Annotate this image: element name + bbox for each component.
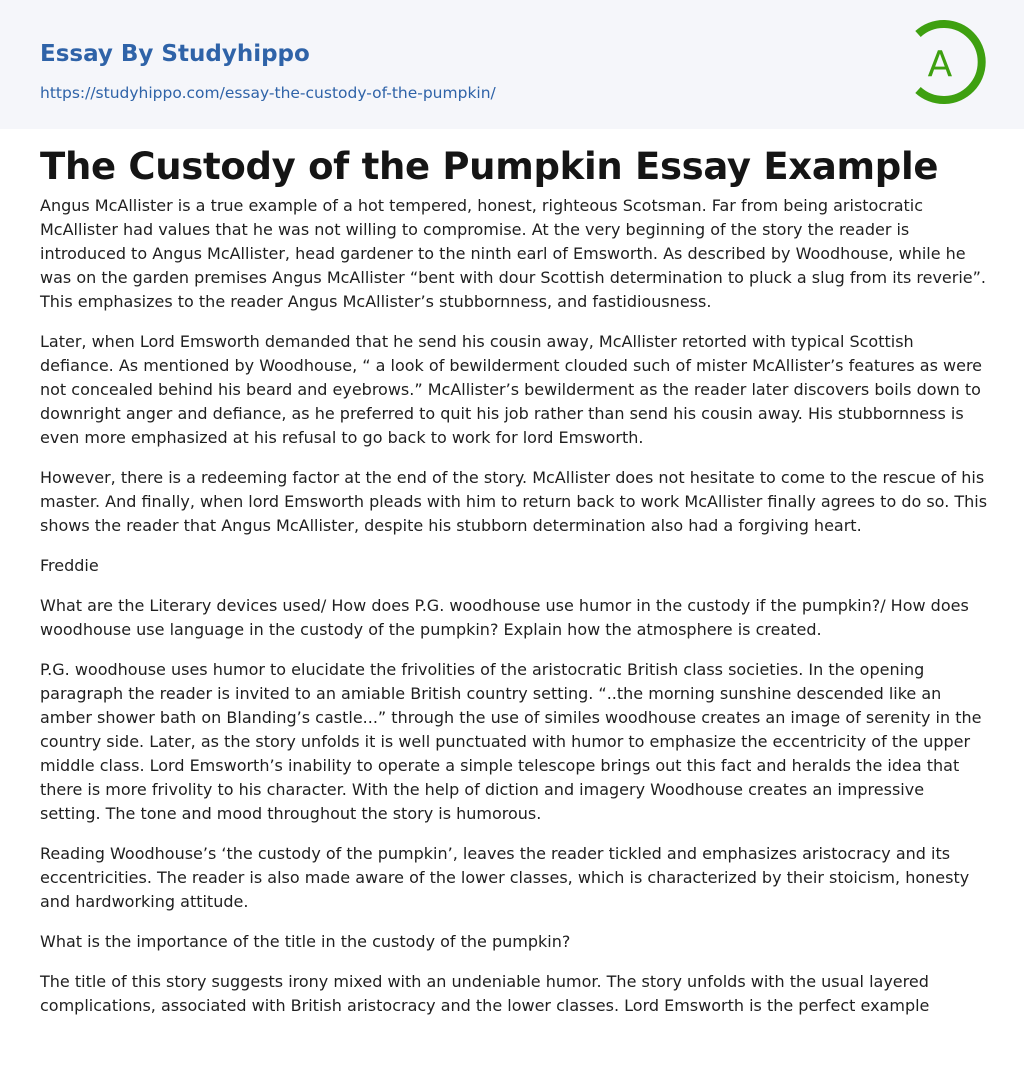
paragraph: Later, when Lord Emsworth demanded that he send his cousin away, McAllister retorted with typical Scottish defiance. As mentioned by Woodhouse, “ a look of bewilderment clouded such of mister McAllister’s features as were not concealed behind his beard and eyebrows.” McAllister’s bewilderment as the reader later discovers boils down to downright anger and defiance, as he preferred to quit his job rather than send his cousin away. His stubbornness is even more emphasized at his refusal to go back to work for lord Emsworth. (40, 332, 983, 447)
paragraph: However, there is a redeeming factor at the end of the story. McAllister does not hesitate to come to the rescue of his master. And finally, when lord Emsworth pleads with him to return back to work McAllister finally agrees to do so. This shows the reader that Angus McAllister, despite his stubborn determination also had a forgiving heart. (40, 468, 988, 535)
brand-name: Essay By Studyhippo (40, 41, 310, 67)
studyhippo-logo-icon[interactable] (910, 18, 988, 106)
logo-letter: A (927, 44, 953, 85)
paragraph: P.G. woodhouse uses humor to elucidate the frivolities of the aristocratic British class societies. In the opening paragraph the reader is invited to an amiable British country setting. “..the morning sunshine descended like an amber shower bath on Blanding’s castle...” through the use of similes woodhouse creates an image of serenity in the country side. Later, as the story unfolds it is well punctuated with humor to emphasize the eccentricity of the upper middle class. Lord Emsworth’s inability to operate a simple telescope brings out this fact and heralds the idea that there is more frivolity to his character. With the help of diction and imagery Woodhouse creates an impressive setting. The tone and mood throughout the story is humorous. (40, 660, 982, 823)
page-title: The Custody of the Pumpkin Essay Example (40, 145, 939, 188)
paragraph: Freddie (40, 556, 99, 575)
paragraph: What is the importance of the title in the custody of the pumpkin? (40, 932, 571, 951)
site-header (0, 0, 1024, 129)
essay-url-link[interactable]: https://studyhippo.com/essay-the-custody-of-the-pumpkin/ (40, 84, 496, 102)
paragraph: The title of this story suggests irony mixed with an undeniable humor. The story unfolds with the usual layered complications, associated with British aristocracy and the lower classes. Lord Emsworth is the perfect example (40, 972, 930, 1015)
paragraph: What are the Literary devices used/ How does P.G. woodhouse use humor in the custody if the pumpkin?/ How does woodhouse use language in the custody of the pumpkin? Explain how the atmosphere is created. (40, 596, 969, 639)
paragraph: Angus McAllister is a true example of a hot tempered, honest, righteous Scotsman. Far from being aristocratic McAllister had values that he was not willing to compromise. At the very beginning of the story the reader is introduced to Angus McAllister, head gardener to the ninth earl of Emsworth. As described by Woodhouse, while he was on the garden premises Angus McAllister “bent with dour Scottish determination to pluck a slug from its reverie”. This emphasizes to the reader Angus McAllister’s stubbornness, and fastidiousness. (40, 196, 986, 311)
paragraph: Reading Woodhouse’s ‘the custody of the pumpkin’, leaves the reader tickled and emphasizes aristocracy and its eccentricities. The reader is also made aware of the lower classes, which is characterized by their stoicism, honesty and hardworking attitude. (40, 844, 970, 911)
essay-body (40, 194, 988, 1034)
